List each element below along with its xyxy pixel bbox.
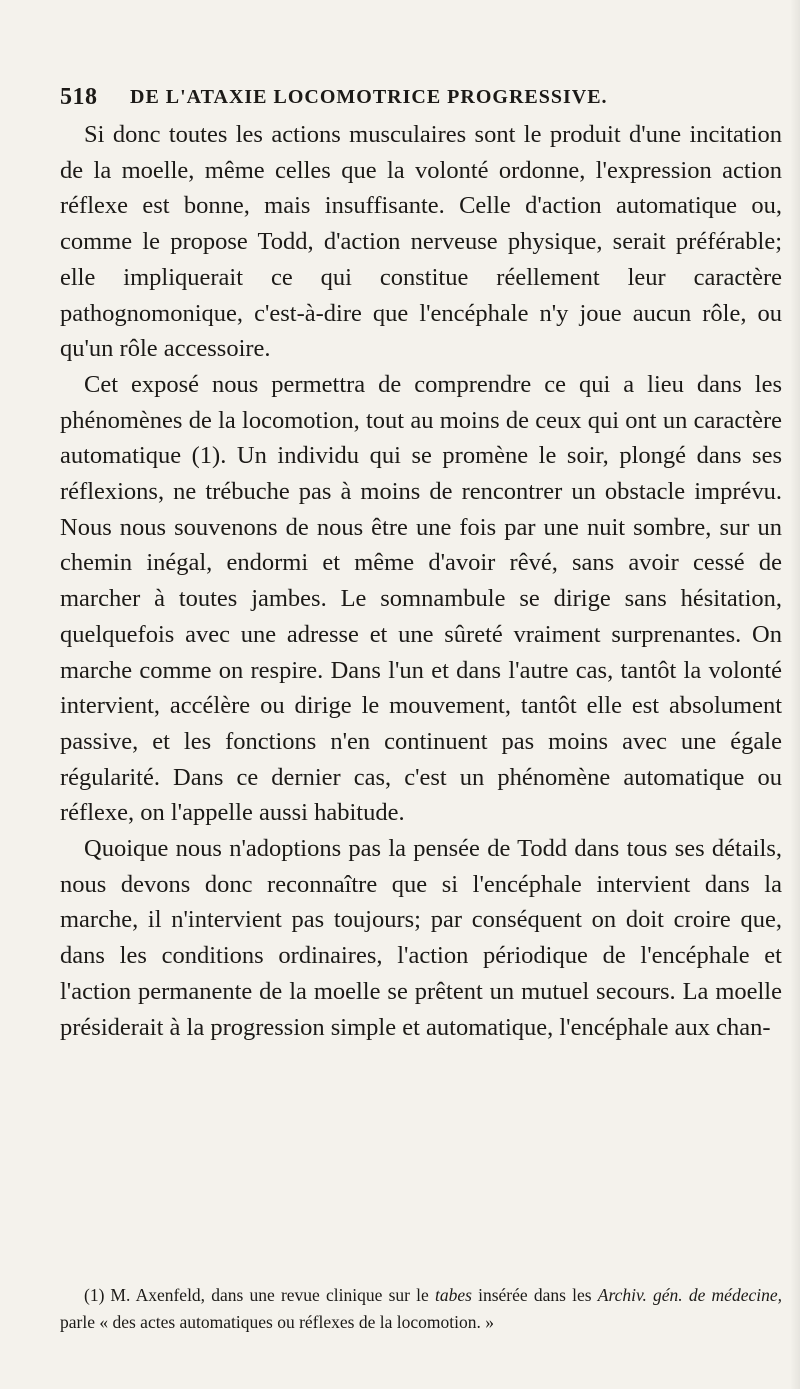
footnote-text: M. Axenfeld, dans une revue clinique sur le <box>110 1285 429 1305</box>
footnote <box>60 1282 782 1336</box>
running-title: DE L'ATAXIE LOCOMOTRICE PROGRESSIVE. <box>130 86 608 108</box>
page-header <box>60 84 780 114</box>
body-text <box>60 117 782 1045</box>
footnote-italic-term: tabes <box>434 1285 472 1305</box>
footnote-text: insérée dans les <box>478 1285 592 1305</box>
page-number: 518 <box>60 84 98 110</box>
paragraph: Quoique nous n'adoptions pas la pensée de Todd dans tous ses détails, nous devons donc reconnaître que si l'encéphale intervient dans la marche, il n'intervient pas toujours; par conséquent on doit croire que, dans les conditions ordinaires, l'action périodique de l'encéphale et l'action permanente de la moelle se prêtent un mutuel secours. La moelle présiderait à la progression simple et automatique, l'encéphale aux chan- <box>60 835 782 1041</box>
footnote-text: parle « des actes automatiques ou réflexes de la locomotion. » <box>60 1312 494 1332</box>
footnote-journal-title: Archiv. gén. de médecine, <box>597 1285 782 1305</box>
paragraph: Cet exposé nous permettra de comprendre ce qui a lieu dans les phénomènes de la locomotion, tout au moins de ceux qui ont un caractère automatique (1). Un individu qui se promène le soir, plongé dans ses réflexions, ne trébuche pas à moins de rencontrer un obstacle imprévu. Nous nous souvenons de nous être une fois par une nuit sombre, sur un chemin inégal, endormi et même d'avoir rêvé, sans avoir cessé de marcher à toutes jambes. Le somnambule se dirige sans hésitation, quelquefois avec une adresse et une sûreté vraiment surprenantes. On marche comme on respire. Dans l'un et dans l'autre cas, tantôt la volonté intervient, accélère ou dirige le mouvement, tantôt elle est absolument passive, et les fonctions n'en continuent pas moins avec une égale régularité. Dans ce dernier cas, c'est un phénomène automatique ou réflexe, on l'appelle aussi habitude. <box>60 370 782 827</box>
footnote-marker: (1) <box>84 1285 105 1305</box>
page-edge-shadow <box>790 0 800 1389</box>
paragraph: Si donc toutes les actions musculaires sont le produit d'une incitation de la moelle, même celles que la volonté ordonne, l'expression action réflexe est bonne, mais insuffisante. Celle d'action automatique ou, comme le propose Todd, d'action nerveuse physique, serait préférable; elle impliquerait ce qui constitue réellement leur caractère pathognomonique, c'est-à-dire que l'encéphale n'y joue aucun rôle, ou qu'un rôle accessoire. <box>60 121 782 363</box>
